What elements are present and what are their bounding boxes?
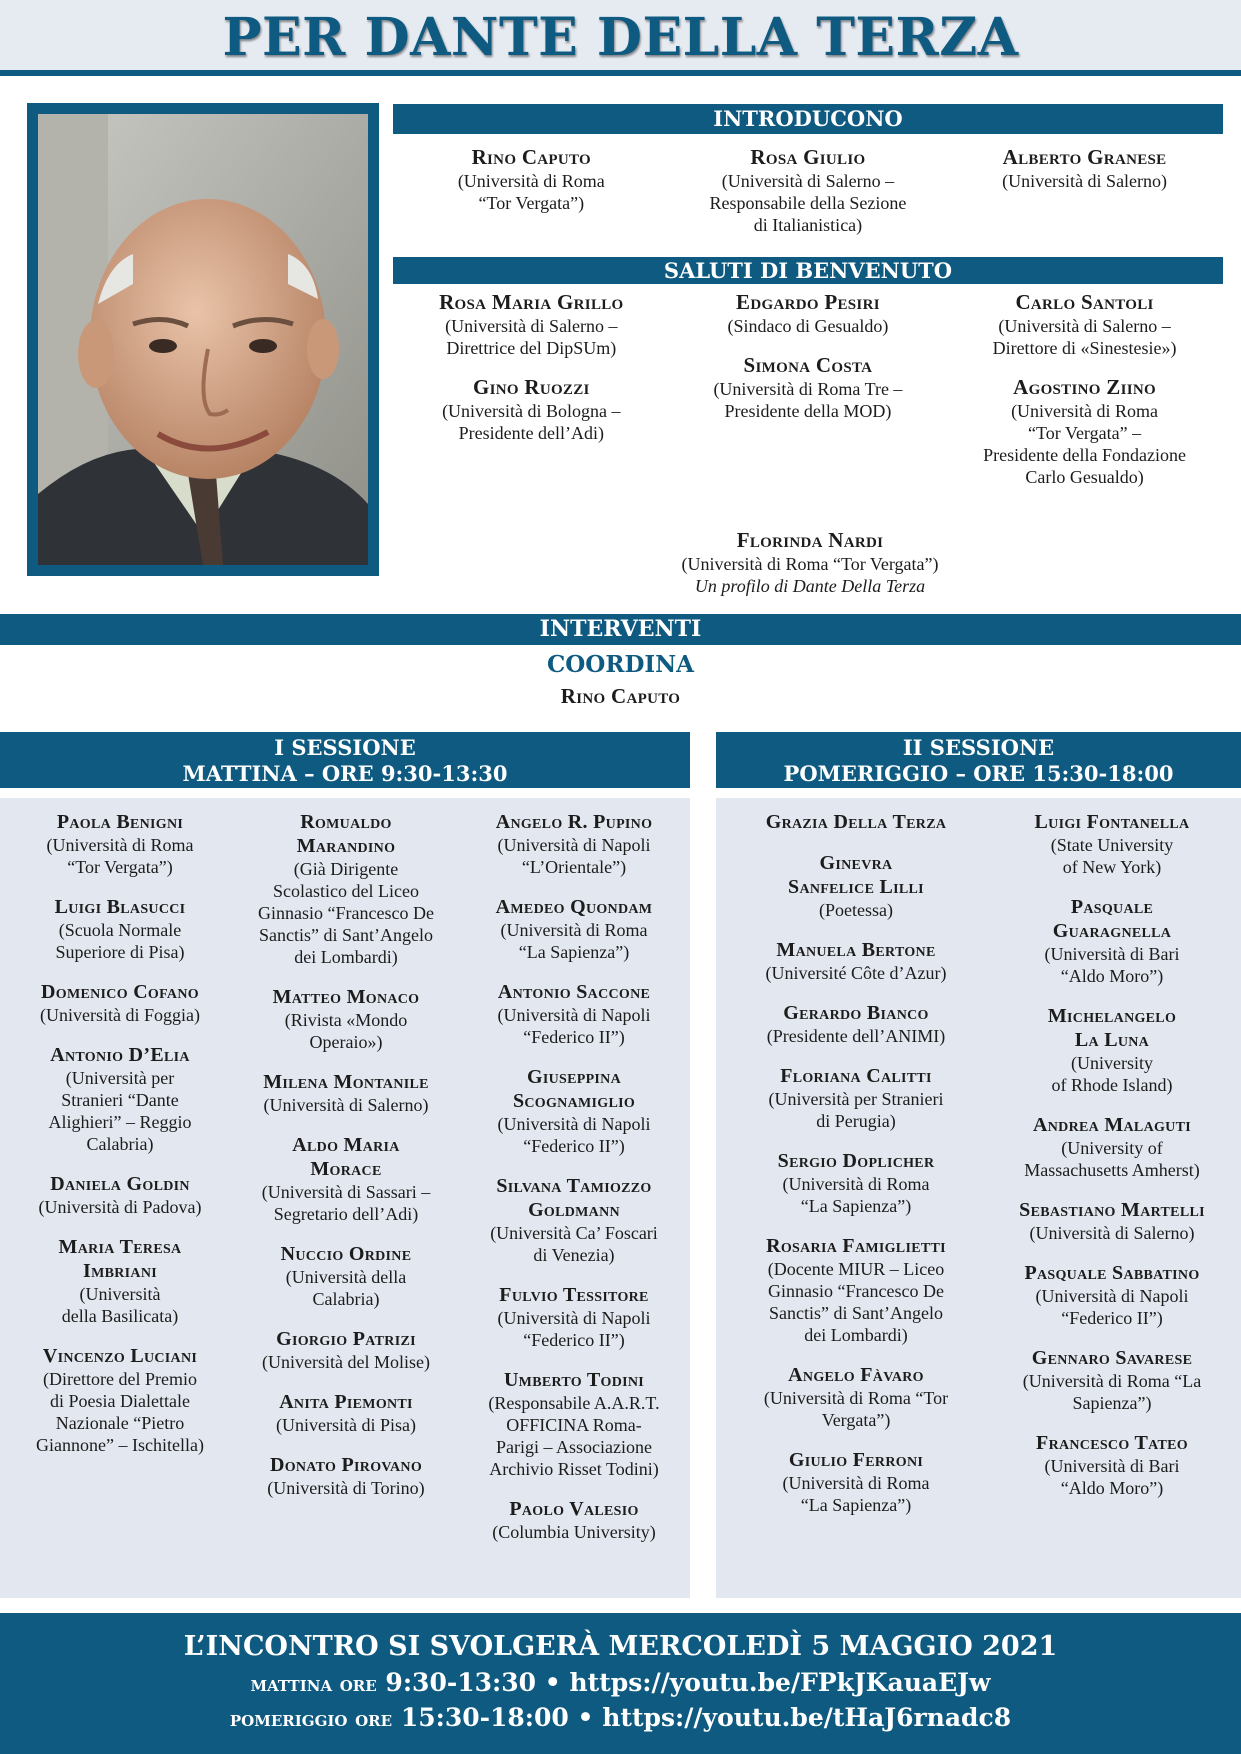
afternoon-label: pomeriggio ore bbox=[229, 1706, 393, 1732]
speaker-affiliation: Archivio Risset Todini) bbox=[489, 1459, 659, 1479]
speaker-name: Paola Benigni bbox=[56, 811, 184, 833]
speaker-affiliation: “L’Orientale”) bbox=[521, 857, 627, 877]
speaker-affiliation: Stranieri “Dante bbox=[61, 1090, 179, 1110]
speaker-name: Scognamiglio bbox=[512, 1090, 636, 1112]
speaker-name: Romualdo bbox=[300, 811, 392, 833]
speaker-name: Luigi Fontanella bbox=[1034, 811, 1190, 833]
speaker-name: Amedeo Quondam bbox=[495, 896, 653, 918]
speaker-entry bbox=[988, 1004, 1236, 1096]
person-affiliation: Presidente dell’Adi) bbox=[458, 423, 605, 443]
speaker-name: La Luna bbox=[1074, 1029, 1150, 1051]
speaker-entry bbox=[460, 1283, 688, 1351]
speaker-entry bbox=[988, 1198, 1236, 1244]
person-affiliation: (Università di Salerno – bbox=[445, 316, 618, 336]
speaker-name: Sebastiano Martelli bbox=[1019, 1199, 1205, 1221]
session1-column-1 bbox=[8, 810, 232, 1473]
speaker-affiliation: (University bbox=[1071, 1053, 1153, 1073]
speaker-affiliation: Ginnasio “Francesco De bbox=[258, 903, 434, 923]
speaker-entry bbox=[460, 980, 688, 1048]
session1-column-3 bbox=[460, 810, 688, 1560]
speaker-name: Guaragnella bbox=[1052, 920, 1172, 942]
speaker-affiliation: (Università di Pisa) bbox=[276, 1415, 416, 1435]
speaker-entry bbox=[460, 895, 688, 963]
speaker-name: Milena Montanile bbox=[263, 1071, 429, 1093]
speaker-name: Morace bbox=[310, 1158, 382, 1180]
speaker-affiliation: di Perugia) bbox=[816, 1111, 896, 1131]
speaker-entry bbox=[460, 1497, 688, 1543]
speaker-affiliation: Sapienza”) bbox=[1072, 1393, 1152, 1413]
speaker-name: Paolo Valesio bbox=[509, 1498, 639, 1520]
speaker-affiliation: (Rivista «Mondo bbox=[284, 1010, 408, 1030]
speaker-name: Francesco Tateo bbox=[1036, 1432, 1188, 1454]
person-name: Carlo Santoli bbox=[1015, 290, 1154, 314]
person-entry bbox=[670, 290, 947, 337]
person-name: Rosa Giulio bbox=[750, 145, 866, 169]
person-name: Edgardo Pesiri bbox=[736, 290, 880, 314]
person-affiliation: Direttrice del DipSUm) bbox=[446, 338, 617, 358]
person-affiliation: (Università di Salerno – bbox=[998, 316, 1171, 336]
saluti-column bbox=[393, 290, 670, 504]
speaker-affiliation: (Università del Molise) bbox=[262, 1352, 430, 1372]
footer bbox=[0, 1613, 1241, 1754]
coordina-label: COORDINA bbox=[546, 651, 695, 678]
speaker-affiliation: (Università di Salerno) bbox=[263, 1095, 429, 1115]
saluti-column bbox=[670, 290, 947, 504]
speaker-entry bbox=[724, 1149, 988, 1217]
speaker-name: Angelo R. Pupino bbox=[495, 811, 653, 833]
speaker-entry bbox=[8, 1344, 232, 1456]
person-affiliation: (Università di Roma Tre – bbox=[713, 379, 903, 399]
morning-time: 9:30-13:30 bbox=[385, 1668, 537, 1697]
speaker-name: Antonio Saccone bbox=[497, 981, 651, 1003]
speaker-name: Aldo Maria bbox=[292, 1134, 400, 1156]
speaker-name: Giuseppina bbox=[526, 1066, 621, 1088]
speaker-affiliation: (Docente MIUR – Liceo bbox=[767, 1259, 945, 1279]
page-title: PER DANTE DELLA TERZA bbox=[222, 7, 1019, 68]
introducono-heading: INTRODUCONO bbox=[393, 104, 1223, 134]
speaker-name: Goldmann bbox=[528, 1199, 620, 1221]
nardi-talk: Un profilo di Dante Della Terza bbox=[694, 576, 926, 596]
speaker-affiliation: “Aldo Moro”) bbox=[1060, 966, 1164, 986]
person-entry bbox=[393, 290, 670, 359]
speaker-affiliation: Parigi – Associazione bbox=[496, 1437, 652, 1457]
speaker-affiliation: (Università di Roma bbox=[500, 920, 648, 940]
speaker-entry bbox=[460, 1065, 688, 1157]
footer-date: L’INCONTRO SI SVOLGERÀ MERCOLEDÌ 5 MAGGIO 2021 bbox=[183, 1631, 1058, 1662]
person-affiliation: (Sindaco di Gesualdo) bbox=[727, 316, 889, 336]
saluti-column bbox=[946, 290, 1223, 504]
speaker-name: Fulvio Tessitore bbox=[499, 1284, 649, 1306]
speaker-entry bbox=[8, 1043, 232, 1155]
person-entry bbox=[946, 290, 1223, 359]
speaker-affiliation: Scolastico del Liceo bbox=[273, 881, 419, 901]
speaker-affiliation: di Venezia) bbox=[533, 1245, 615, 1265]
person-name: Alberto Granese bbox=[1002, 145, 1167, 169]
session2-panel bbox=[716, 798, 1241, 1598]
speaker-affiliation: Giannone” – Ischitella) bbox=[36, 1435, 204, 1455]
speaker-affiliation: (Università di Roma “Tor bbox=[763, 1388, 949, 1408]
speaker-entry bbox=[724, 1234, 988, 1346]
speaker-affiliation: Sanctis” di Sant’Angelo bbox=[259, 925, 433, 945]
speaker-name: Domenico Cofano bbox=[41, 981, 199, 1003]
speaker-name: Grazia Della Terza bbox=[765, 811, 947, 833]
speaker-entry bbox=[232, 985, 460, 1053]
speaker-affiliation: (Già Dirigente bbox=[293, 859, 399, 879]
person-name: Gino Ruozzi bbox=[472, 375, 590, 399]
introducono-list bbox=[393, 145, 1223, 236]
speaker-affiliation: (Università di Foggia) bbox=[40, 1005, 200, 1025]
speaker-entry bbox=[232, 1390, 460, 1436]
session2-time: POMERIGGIO – ORE 15:30-18:00 bbox=[783, 761, 1174, 786]
person-affiliation: (Università di Salerno) bbox=[1002, 171, 1168, 191]
speaker-entry bbox=[724, 1001, 988, 1047]
person-affiliation: (Università di Bologna – bbox=[442, 401, 621, 421]
speaker-entry bbox=[232, 810, 460, 968]
speaker-affiliation: (Università di Napoli bbox=[1035, 1286, 1189, 1306]
person-affiliation: Presidente della MOD) bbox=[724, 401, 892, 421]
speaker-affiliation: (Università bbox=[79, 1284, 161, 1304]
speaker-affiliation: (Scuola Normale bbox=[58, 920, 182, 940]
speaker-name: Umberto Todini bbox=[503, 1369, 645, 1391]
person-entry bbox=[670, 145, 947, 236]
person-name: Rino Caputo bbox=[471, 145, 592, 169]
speaker-affiliation: OFFICINA Roma- bbox=[506, 1415, 642, 1435]
speaker-entry bbox=[724, 810, 988, 834]
person-name: Rosa Maria Grillo bbox=[439, 290, 624, 314]
speaker-affiliation: (Università di Sassari – bbox=[261, 1182, 431, 1202]
speaker-affiliation: “Tor Vergata”) bbox=[67, 857, 173, 877]
speaker-affiliation: Operaio») bbox=[309, 1032, 383, 1052]
speaker-entry bbox=[8, 1172, 232, 1218]
session2-column-1 bbox=[724, 810, 988, 1533]
speaker-affiliation: of New York) bbox=[1062, 857, 1162, 877]
speaker-affiliation: (Università di Bari bbox=[1044, 944, 1180, 964]
session1-header bbox=[0, 732, 690, 788]
speaker-affiliation: (Università di Roma bbox=[782, 1174, 930, 1194]
nardi-affiliation: (Università di Roma “Tor Vergata”) bbox=[681, 554, 939, 574]
speaker-entry bbox=[988, 810, 1236, 878]
morning-label: mattina ore bbox=[250, 1671, 377, 1697]
speaker-affiliation: (Università Ca’ Foscari bbox=[490, 1223, 658, 1243]
speaker-affiliation: (Università di Roma bbox=[46, 835, 194, 855]
afternoon-time: 15:30-18:00 bbox=[400, 1703, 569, 1732]
speaker-entry bbox=[232, 1070, 460, 1116]
speaker-entry bbox=[988, 895, 1236, 987]
portrait-frame bbox=[27, 103, 379, 576]
speaker-entry bbox=[988, 1346, 1236, 1414]
speaker-affiliation: (Poetessa) bbox=[819, 900, 893, 920]
coordinator-name: Rino Caputo bbox=[560, 684, 681, 708]
speaker-affiliation: (Università di Roma bbox=[782, 1473, 930, 1493]
speaker-entry bbox=[988, 1113, 1236, 1181]
nardi-block bbox=[580, 528, 1040, 597]
person-affiliation: di Italianistica) bbox=[753, 215, 863, 235]
speaker-affiliation: Calabria) bbox=[86, 1134, 154, 1154]
speaker-affiliation: (State University bbox=[1050, 835, 1174, 855]
title-band bbox=[0, 0, 1241, 76]
afternoon-link[interactable]: https://youtu.be/tHaJ6rnadc8 bbox=[602, 1703, 1012, 1732]
speaker-name: Antonio D’Elia bbox=[50, 1044, 190, 1066]
speaker-affiliation: (Università di Salerno) bbox=[1029, 1223, 1195, 1243]
speaker-entry bbox=[8, 1235, 232, 1327]
nardi-name: Florinda Nardi bbox=[736, 528, 884, 552]
portrait-illustration bbox=[38, 114, 368, 565]
speaker-name: Anita Piemonti bbox=[279, 1391, 413, 1413]
speaker-name: Andrea Malaguti bbox=[1033, 1114, 1191, 1136]
speaker-affiliation: (Università di Roma “La bbox=[1022, 1371, 1202, 1391]
speaker-entry bbox=[460, 1368, 688, 1480]
person-affiliation: Direttore di «Sinestesie») bbox=[992, 338, 1177, 358]
speaker-affiliation: (Università per bbox=[65, 1068, 175, 1088]
speaker-affiliation: di Poesia Dialettale bbox=[50, 1391, 190, 1411]
speaker-name: Floriana Calitti bbox=[780, 1065, 932, 1087]
speaker-affiliation: (Université Côte d’Azur) bbox=[765, 963, 947, 983]
speaker-affiliation: (Università di Bari bbox=[1044, 1456, 1180, 1476]
person-affiliation: Responsabile della Sezione bbox=[709, 193, 907, 213]
speaker-name: Donato Pirovano bbox=[269, 1454, 423, 1476]
saluti-list bbox=[393, 290, 1223, 504]
session2-title: II SESSIONE bbox=[902, 735, 1055, 760]
session1-time: MATTINA – ORE 9:30-13:30 bbox=[182, 761, 508, 786]
speaker-affiliation: Sanctis” di Sant’Angelo bbox=[769, 1303, 943, 1323]
speaker-affiliation: (Università della bbox=[285, 1267, 407, 1287]
speaker-entry bbox=[8, 980, 232, 1026]
speaker-name: Sanfelice Lilli bbox=[788, 876, 924, 898]
footer-afternoon bbox=[0, 1703, 1241, 1732]
person-affiliation: Carlo Gesualdo) bbox=[1025, 467, 1144, 487]
person-affiliation: Presidente della Fondazione bbox=[983, 445, 1187, 465]
bullet: • bbox=[544, 1668, 561, 1697]
session1-title: I SESSIONE bbox=[274, 735, 416, 760]
speaker-name: Ginevra bbox=[819, 852, 893, 874]
speaker-affiliation: Alighieri” – Reggio bbox=[48, 1112, 192, 1132]
introducono-column bbox=[393, 145, 670, 236]
speaker-affiliation: della Basilicata) bbox=[61, 1306, 179, 1326]
speaker-name: Manuela Bertone bbox=[776, 939, 936, 961]
speaker-entry bbox=[232, 1133, 460, 1225]
session2-header bbox=[716, 732, 1241, 788]
speaker-affiliation: “La Sapienza”) bbox=[800, 1196, 912, 1216]
speaker-entry bbox=[724, 1064, 988, 1132]
speaker-affiliation: dei Lombardi) bbox=[294, 947, 398, 967]
speaker-affiliation: (Università di Napoli bbox=[497, 1114, 651, 1134]
speaker-affiliation: of Rhode Island) bbox=[1051, 1075, 1173, 1095]
session1-column-2 bbox=[232, 810, 460, 1516]
speaker-name: Gennaro Savarese bbox=[1031, 1347, 1193, 1369]
speaker-name: Nuccio Ordine bbox=[280, 1243, 412, 1265]
speaker-entry bbox=[8, 810, 232, 878]
person-entry bbox=[393, 145, 670, 214]
speaker-affiliation: “Federico II”) bbox=[523, 1027, 625, 1047]
speaker-affiliation: (Università di Napoli bbox=[497, 835, 651, 855]
speaker-name: Pasquale bbox=[1070, 896, 1154, 918]
footer-morning bbox=[0, 1668, 1241, 1697]
person-affiliation: (Università di Salerno – bbox=[721, 171, 895, 191]
speaker-entry bbox=[232, 1242, 460, 1310]
speaker-affiliation: Calabria) bbox=[312, 1289, 380, 1309]
speaker-name: Angelo Fàvaro bbox=[788, 1364, 924, 1386]
person-affiliation: (Università di Roma bbox=[1011, 401, 1159, 421]
speaker-affiliation: (Direttore del Premio bbox=[43, 1369, 197, 1389]
speaker-entry bbox=[724, 851, 988, 921]
person-affiliation: (Università di Roma bbox=[457, 171, 605, 191]
speaker-affiliation: (Università per Stranieri bbox=[768, 1089, 944, 1109]
speaker-name: Sergio Doplicher bbox=[777, 1150, 935, 1172]
speaker-affiliation: (Università di Napoli bbox=[497, 1308, 651, 1328]
speaker-affiliation: (Università di Torino) bbox=[267, 1478, 425, 1498]
speaker-affiliation: “Aldo Moro”) bbox=[1060, 1478, 1164, 1498]
speaker-affiliation: Ginnasio “Francesco De bbox=[768, 1281, 944, 1301]
speaker-name: Maria Teresa bbox=[58, 1236, 182, 1258]
introducono-column bbox=[670, 145, 947, 236]
bullet: • bbox=[577, 1703, 594, 1732]
speaker-affiliation: Nazionale “Pietro bbox=[55, 1413, 185, 1433]
person-entry bbox=[393, 375, 670, 444]
speaker-name: Giulio Ferroni bbox=[788, 1449, 924, 1471]
speaker-affiliation: (Presidente dell’ANIMI) bbox=[766, 1026, 946, 1046]
speaker-affiliation: “Federico II”) bbox=[523, 1330, 625, 1350]
interventi-heading: INTERVENTI bbox=[0, 614, 1241, 645]
person-name: Simona Costa bbox=[743, 353, 873, 377]
person-entry bbox=[946, 145, 1223, 192]
speaker-affiliation: (University of bbox=[1061, 1138, 1163, 1158]
speaker-affiliation: Segretario dell’Adi) bbox=[273, 1204, 419, 1224]
speaker-affiliation: Vergata”) bbox=[821, 1410, 891, 1430]
session2-column-2 bbox=[988, 810, 1236, 1516]
introducono-column bbox=[946, 145, 1223, 236]
person-entry bbox=[670, 353, 947, 422]
portrait-photo bbox=[38, 114, 368, 565]
speaker-name: Pasquale Sabbatino bbox=[1024, 1262, 1200, 1284]
speaker-entry bbox=[460, 1174, 688, 1266]
speaker-entry bbox=[724, 1363, 988, 1431]
saluti-heading: SALUTI DI BENVENUTO bbox=[393, 257, 1223, 284]
speaker-name: Giorgio Patrizi bbox=[276, 1328, 416, 1350]
person-affiliation: “Tor Vergata” – bbox=[1028, 423, 1142, 443]
speaker-entry bbox=[988, 1261, 1236, 1329]
speaker-name: Gerardo Bianco bbox=[783, 1002, 929, 1024]
speaker-affiliation: “La Sapienza”) bbox=[800, 1495, 912, 1515]
speaker-affiliation: (Columbia University) bbox=[492, 1522, 656, 1542]
person-affiliation: “Tor Vergata”) bbox=[478, 193, 585, 213]
speaker-name: Marandino bbox=[296, 835, 396, 857]
speaker-name: Michelangelo bbox=[1047, 1005, 1177, 1027]
speaker-name: Rosaria Famiglietti bbox=[766, 1235, 946, 1257]
speaker-name: Silvana Tamiozzo bbox=[496, 1175, 652, 1197]
speaker-affiliation: (Responsabile A.A.R.T. bbox=[488, 1393, 660, 1413]
speaker-affiliation: Massachusetts Amherst) bbox=[1024, 1160, 1200, 1180]
morning-link[interactable]: https://youtu.be/FPkJKauaEJw bbox=[569, 1668, 991, 1697]
speaker-affiliation: (Università di Napoli bbox=[497, 1005, 651, 1025]
person-name: Agostino Ziino bbox=[1013, 375, 1156, 399]
speaker-affiliation: dei Lombardi) bbox=[804, 1325, 908, 1345]
speaker-name: Vincenzo Luciani bbox=[42, 1345, 198, 1367]
speaker-name: Luigi Blasucci bbox=[54, 896, 186, 918]
speaker-entry bbox=[232, 1327, 460, 1373]
speaker-entry bbox=[232, 1453, 460, 1499]
speaker-entry bbox=[724, 938, 988, 984]
session1-panel bbox=[0, 798, 690, 1598]
speaker-affiliation: “Federico II”) bbox=[1061, 1308, 1163, 1328]
person-entry bbox=[946, 375, 1223, 488]
speaker-affiliation: “Federico II”) bbox=[523, 1136, 625, 1156]
speaker-entry bbox=[8, 895, 232, 963]
speaker-entry bbox=[724, 1448, 988, 1516]
speaker-name: Matteo Monaco bbox=[272, 986, 420, 1008]
speaker-affiliation: Superiore di Pisa) bbox=[55, 942, 185, 962]
speaker-name: Imbriani bbox=[83, 1260, 157, 1282]
speaker-entry bbox=[460, 810, 688, 878]
speaker-entry bbox=[988, 1431, 1236, 1499]
speaker-name: Daniela Goldin bbox=[50, 1173, 190, 1195]
speaker-affiliation: (Università di Padova) bbox=[38, 1197, 202, 1217]
speaker-affiliation: “La Sapienza”) bbox=[518, 942, 630, 962]
